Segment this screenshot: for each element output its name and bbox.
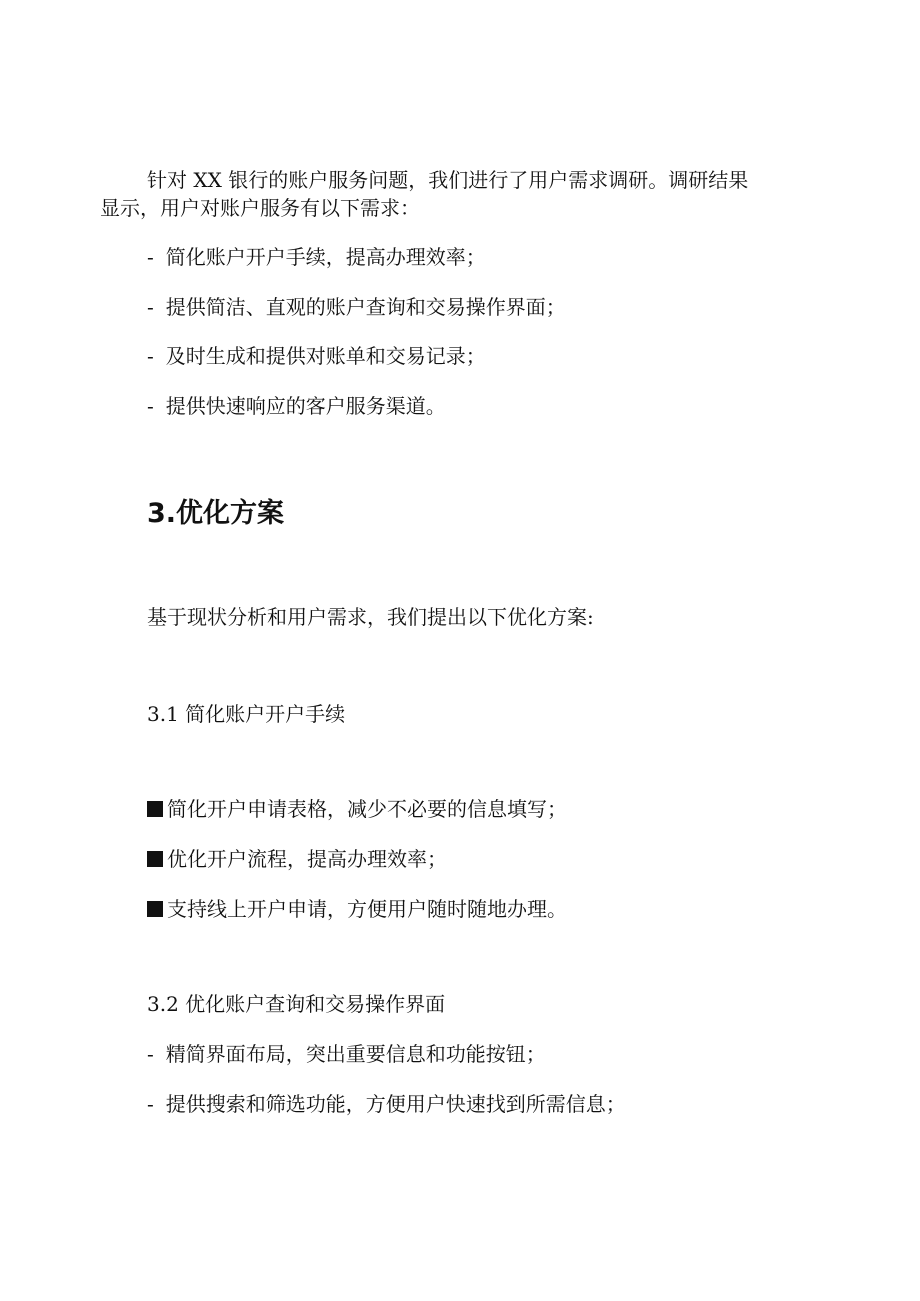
sub31-item-1 [147, 795, 567, 823]
need-item-2 [147, 293, 566, 321]
dash-bullet: - [147, 344, 154, 368]
sub32-item-text: 精简界面布局，突出重要信息和功能按钮； [165, 1042, 546, 1066]
sub31-item-text: 支持线上开户申请，方便用户随时随地办理。 [167, 897, 567, 921]
need-item-text: 提供简洁、直观的账户查询和交易操作界面； [165, 295, 566, 319]
sub32-item-text: 提供搜索和筛选功能，方便用户快速找到所需信息； [165, 1092, 626, 1116]
dash-bullet: - [147, 1092, 154, 1116]
need-item-3 [147, 342, 486, 370]
intro-line-2: 显示，用户对账户服务有以下需求： [100, 196, 420, 220]
intro-line-1: 针对 XX 银行的账户服务问题，我们进行了用户需求调研。调研结果 [147, 168, 749, 192]
need-item-text: 及时生成和提供对账单和交易记录； [165, 344, 486, 368]
dash-bullet: - [147, 245, 154, 269]
dash-bullet: - [147, 394, 154, 418]
square-bullet-icon [147, 851, 163, 867]
need-item-text: 提供快速响应的客户服务渠道。 [165, 394, 446, 418]
sub31-item-2 [147, 845, 447, 873]
dash-bullet: - [147, 295, 154, 319]
sub31-item-text: 优化开户流程，提高办理效率； [167, 847, 447, 871]
sub31-item-text: 简化开户申请表格，减少不必要的信息填写； [167, 797, 567, 821]
sub31-item-3 [147, 895, 567, 923]
need-item-4 [147, 392, 446, 420]
intro-paragraph [100, 166, 807, 222]
square-bullet-icon [147, 801, 163, 817]
section-3-intro: 基于现状分析和用户需求，我们提出以下优化方案: [147, 605, 594, 629]
dash-bullet: - [147, 1042, 154, 1066]
sub32-item-1 [147, 1040, 546, 1068]
need-item-text: 简化账户开户手续，提高办理效率； [165, 245, 486, 269]
subsection-3-2-title: 3.2 优化账户查询和交易操作界面 [147, 992, 446, 1016]
section-3-heading: 3.优化方案 [147, 498, 285, 529]
sub32-item-2 [147, 1090, 626, 1118]
subsection-3-1-title: 3.1 简化账户开户手续 [147, 702, 346, 726]
square-bullet-icon [147, 901, 163, 917]
need-item-1 [147, 243, 486, 271]
